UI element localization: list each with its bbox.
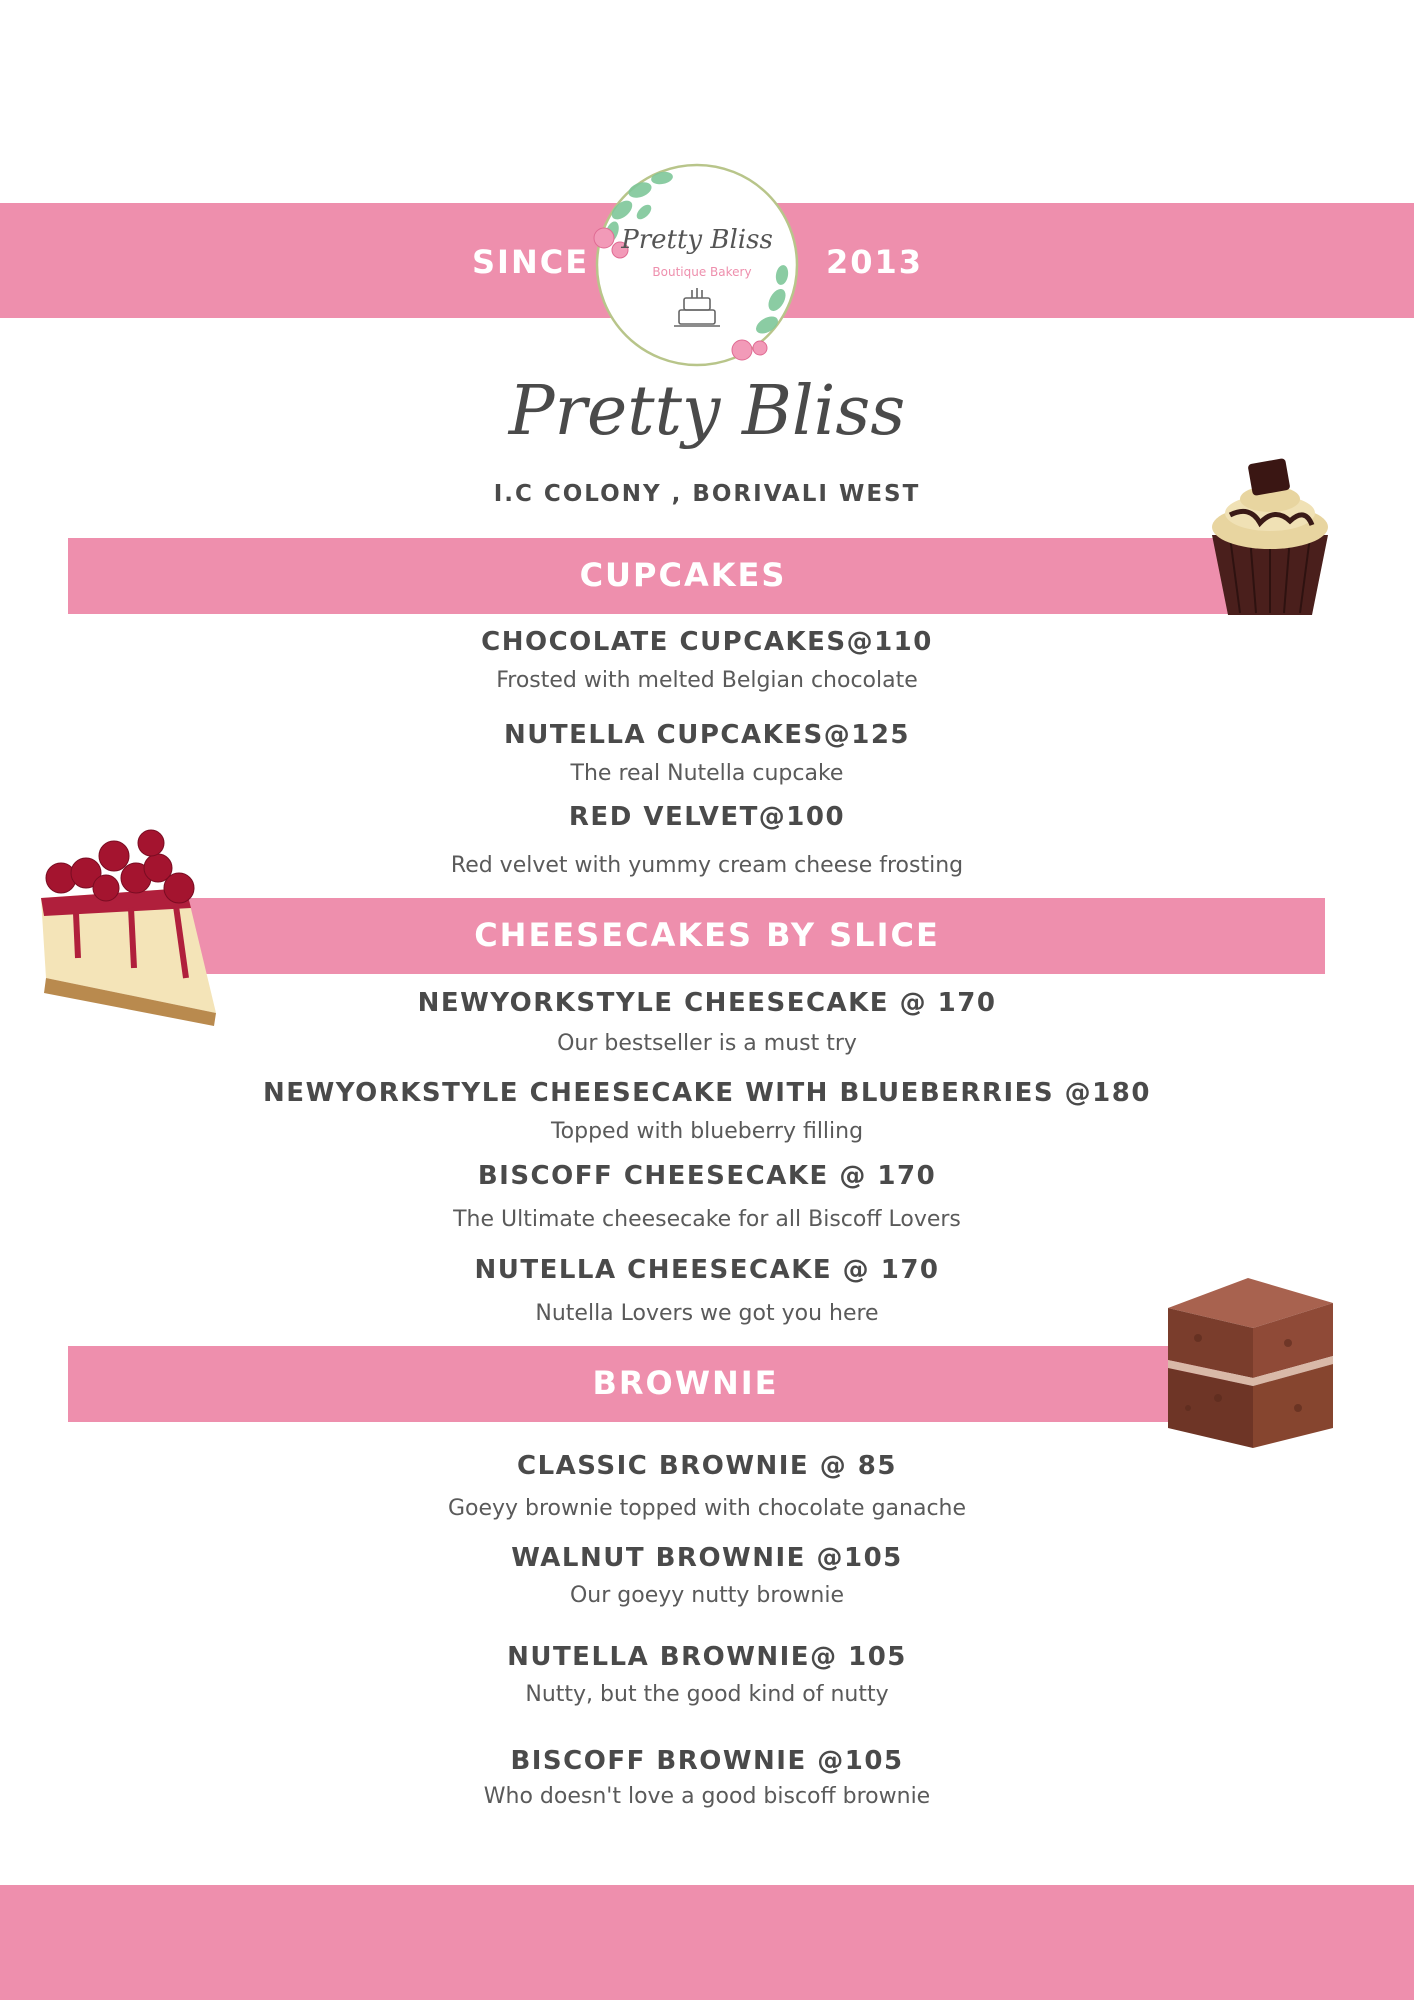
logo-wreath-icon <box>582 150 812 380</box>
item-title: CLASSIC BROWNIE @ 85 <box>517 1451 897 1481</box>
brownie-icon <box>1158 1268 1340 1463</box>
item-title: NEWYORKSTYLE CHEESECAKE @ 170 <box>417 988 997 1018</box>
cheesecakes-title: CHEESECAKES BY SLICE <box>474 916 940 954</box>
item-desc: Red velvet with yummy cream cheese frosting <box>450 853 964 878</box>
item-title: CHOCOLATE CUPCAKES@110 <box>481 627 933 657</box>
svg-text:Pretty Bliss: Pretty Bliss <box>621 225 773 255</box>
cupcake-icon <box>1200 455 1340 620</box>
item-desc: Our bestseller is a must try <box>557 1031 857 1056</box>
item-title: NUTELLA BROWNIE@ 105 <box>507 1642 907 1672</box>
cupcake-illustration <box>1200 455 1340 620</box>
item-title: WALNUT BROWNIE @105 <box>511 1543 903 1573</box>
logo <box>582 150 812 380</box>
item-desc: Nutella Lovers we got you here <box>535 1301 879 1326</box>
item-desc: Who doesn't love a good biscoff brownie <box>483 1784 931 1809</box>
item-title: BISCOFF BROWNIE @105 <box>510 1746 904 1776</box>
item-desc: The real Nutella cupcake <box>570 761 844 786</box>
item-title: BISCOFF CHEESECAKE @ 170 <box>477 1161 937 1191</box>
item-title: NUTELLA CUPCAKES@125 <box>503 720 911 750</box>
item-desc: Frosted with melted Belgian chocolate <box>496 668 918 693</box>
item-title: NEWYORKSTYLE CHEESECAKE WITH BLUEBERRIES @180 <box>263 1078 1151 1108</box>
item-title: RED VELVET@100 <box>568 802 846 832</box>
item-desc: The Ultimate cheesecake for all Biscoff Lovers <box>453 1207 961 1232</box>
svg-text:Boutique Bakery: Boutique Bakery <box>652 265 752 279</box>
brownie-illustration <box>1158 1268 1340 1463</box>
item-desc: Our goeyy nutty brownie <box>569 1583 844 1608</box>
cupcakes-title: CUPCAKES <box>579 556 787 594</box>
item-title: NUTELLA CHEESECAKE @ 170 <box>474 1255 940 1285</box>
item-desc: Goeyy brownie topped with chocolate ganache <box>447 1496 967 1521</box>
address: I.C COLONY , BORIVALI WEST <box>493 481 921 507</box>
item-desc: Topped with blueberry filling <box>550 1119 864 1144</box>
footer-band <box>0 1885 1414 2000</box>
brownie-title: BROWNIE <box>592 1364 779 1402</box>
item-desc: Nutty, but the good kind of nutty <box>525 1682 889 1707</box>
brand-name: Pretty Bliss <box>508 372 906 451</box>
year-label: 2013 <box>826 243 924 281</box>
since-label: SINCE <box>472 243 590 281</box>
